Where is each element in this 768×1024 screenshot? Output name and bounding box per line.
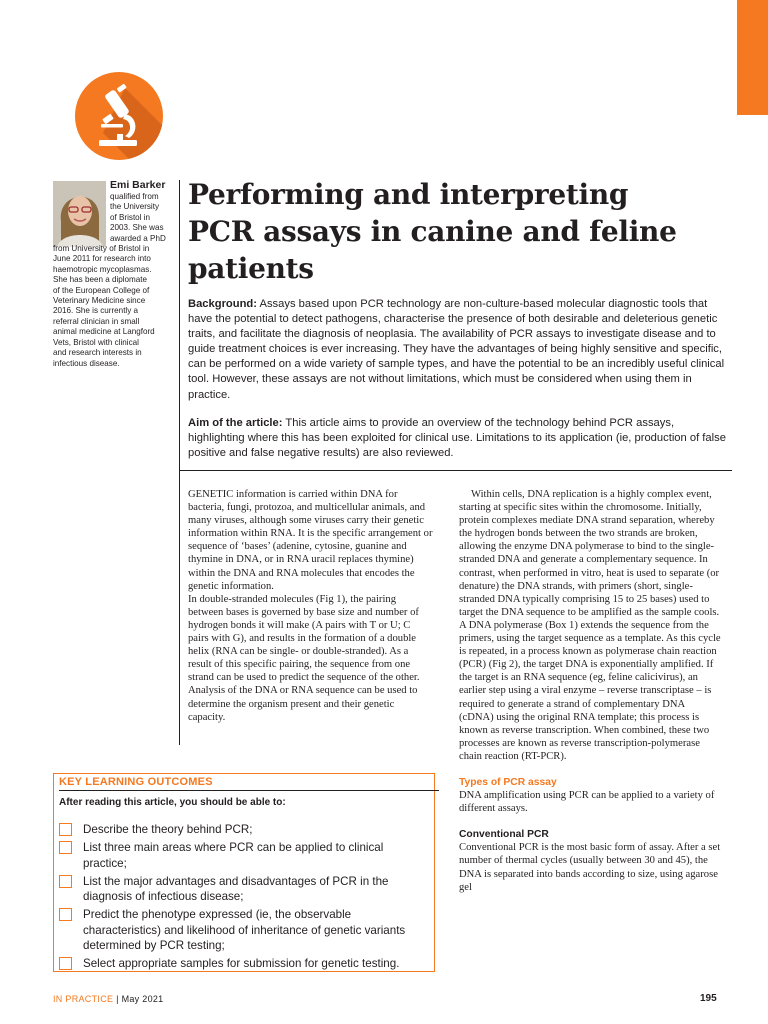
learning-outcome-text: List three main areas where PCR can be applied to clinical practice;	[83, 841, 384, 870]
learning-outcomes-list	[59, 822, 429, 974]
title-line: patients	[188, 252, 314, 285]
abstract	[188, 297, 728, 474]
author-bio	[53, 192, 178, 369]
section-tab	[737, 0, 768, 115]
learning-outcome-text: Predict the phenotype expressed (ie, the observable characteristics) and likelihood of inheritance of genetic variants determined by PCR testing;	[83, 908, 406, 953]
author-bio-line: qualified from	[110, 192, 159, 201]
body-paragraph: In double-stranded molecules (Fig 1), the pairing between bases is governed by base size and number of hydrogen bonds it will make (A pairs with T or U; C pairs with G), and results in the formation of a double helix (RNA can be single- or double-stranded). As a result of this specific pairing, the sequence from one strand can be used to predict the sequence of the other. Analysis of the DNA or RNA sequence can be used to determine the organism present and their genetic capacity.	[188, 593, 420, 723]
checkbox-icon	[59, 841, 72, 854]
page-number: 195	[700, 993, 717, 1004]
aim-text: This article aims to provide an overview of the technology behind PCR assays, highlighting where this has been exploited for clinical use. Limitations to its application (ie, production of false positive and false negative results) are also reviewed.	[188, 416, 726, 459]
title-line: PCR assays in canine and feline	[188, 215, 677, 248]
section-heading: Conventional PCR	[459, 829, 549, 841]
vertical-divider	[179, 180, 180, 745]
author-bio-line: haemotropic mycoplasmas.	[53, 264, 152, 274]
learning-outcome-text: List the major advantages and disadvantages of PCR in the diagnosis of infectious disease;	[83, 874, 389, 904]
body-paragraph: Within cells, DNA replication is a highly complex event, starting at specific sites within the chromosome. Initially, protein complexes mediate DNA strand separation, whereby the hydrogen bonds between the two strands are broken, allowing the enzyme DNA polymerase to bind to the single-stranded DNA and generate a complementary sequence. In contrast, when performed in vitro, heat is used to separate (or denature) the DNA strands, with primers (short, single-stranded DNA typically comprising 15 to 25 bases) used to target the DNA sequence to be amplified as the sample cools. A DNA polymerase (Box 1) extends the sequence from the primers, using the target sequence as a template. As this cycle is repeated, in a process known as polymerase chain reaction (PCR) (Fig 2), the target DNA is exponentially amplified. If the target is an RNA sequence (eg, feline calicivirus), an earlier step using a viral enzyme – reverse transcriptase – is required to generate a strand of complementary DNA (cDNA) using the original RNA template; this process is known as reverse transcription. When combined, these two processes are known as reverse transcription-polymerase chain reaction (RT-PCR).	[459, 489, 721, 762]
body-column-2	[459, 488, 721, 894]
author-bio-line: June 2011 for research into	[53, 254, 151, 264]
article-title	[188, 176, 708, 287]
author-bio-line: the University	[110, 202, 160, 212]
footer-journal	[53, 994, 164, 1004]
learning-outcome-item	[59, 874, 429, 905]
body-paragraph: GENETIC information is carried within DNA for bacteria, fungi, protozoa, and multicellular animals, and many viruses, although some viruses carry their genetic information within RNA. It is the specific arrangement or sequence of ‘bases’ (adenine, cytosine, guanine and thymine in DNA, or in RNA uracil replaces thymine) within the DNA and RNA molecules that encodes the genetic information.	[188, 489, 433, 592]
learning-outcomes-title: KEY LEARNING OUTCOMES	[59, 776, 213, 788]
author-bio-line: Vets, Bristol with clinical	[53, 337, 139, 347]
abstract-aim	[188, 416, 728, 461]
author-bio-line: from University of Bristol in	[53, 244, 150, 254]
learning-outcome-item	[59, 822, 429, 838]
issue-date: May 2021	[121, 994, 164, 1004]
footer-separator: |	[113, 994, 122, 1004]
title-line: Performing and interpreting	[188, 178, 629, 211]
body-column-1	[188, 488, 433, 724]
author-bio-line: infectious disease.	[53, 358, 120, 368]
section-heading: Types of PCR assay	[459, 776, 557, 788]
checkbox-icon	[59, 957, 72, 970]
learning-outcome-item	[59, 840, 429, 871]
learning-outcomes-rule	[59, 790, 439, 791]
body-paragraph: Conventional PCR is the most basic form of assay. After a set number of thermal cycles (usually between 30 and 45), the DNA is separated into bands according to size, using agarose gel	[459, 842, 721, 893]
learning-outcomes-intro: After reading this article, you should be able to:	[59, 797, 286, 808]
learning-outcome-item	[59, 956, 429, 972]
author-bio-line: awarded a PhD	[110, 233, 166, 243]
author-bio-line: She has been a diplomate	[53, 275, 148, 285]
horizontal-divider	[180, 470, 732, 471]
author-bio-line: Veterinary Medicine since	[53, 296, 146, 306]
author-bio-line: and research interests in	[53, 348, 142, 358]
checkbox-icon	[59, 908, 72, 921]
author-bio-line: of the European College of	[53, 285, 150, 295]
background-label: Background:	[188, 298, 257, 310]
checkbox-icon	[59, 823, 72, 836]
author-bio-line: 2016. She is currently a	[53, 306, 139, 316]
microscope-icon	[73, 70, 165, 162]
journal-name: IN PRACTICE	[53, 994, 114, 1004]
background-text: Assays based upon PCR technology are non-culture-based molecular diagnostic tools that have the potential to detect pathogens, characterise the presence of both desirable and deleterious genetic traits, and facilitate the diagnosis of neoplasia. The availability of PCR assays to investigate disease and to guide treatment choices is ever increasing. They have the advantages of being highly sensitive and specific, can be performed on a wide variety of sample types, and have the potential to be an incredibly useful clinical tool. However, these assays are not without limitations, which must be considered when using them in practice.	[188, 298, 725, 401]
abstract-background	[188, 297, 728, 403]
author-bio-line: of Bristol in	[110, 212, 151, 222]
learning-outcome-text: Describe the theory behind PCR;	[83, 823, 253, 836]
author-bio-line: referral clinician in small	[53, 316, 140, 326]
learning-outcome-item	[59, 907, 429, 954]
learning-outcomes-box	[53, 773, 435, 972]
author-bio-line: animal medicine at Langford	[53, 327, 155, 337]
aim-label: Aim of the article:	[188, 416, 283, 429]
author-name: Emi Barker	[110, 179, 166, 191]
checkbox-icon	[59, 875, 72, 888]
body-paragraph: DNA amplification using PCR can be applied to a variety of different assays.	[459, 790, 715, 815]
learning-outcome-text: Select appropriate samples for submission for genetic testing.	[83, 957, 400, 971]
author-bio-line: 2003. She was	[110, 223, 164, 233]
